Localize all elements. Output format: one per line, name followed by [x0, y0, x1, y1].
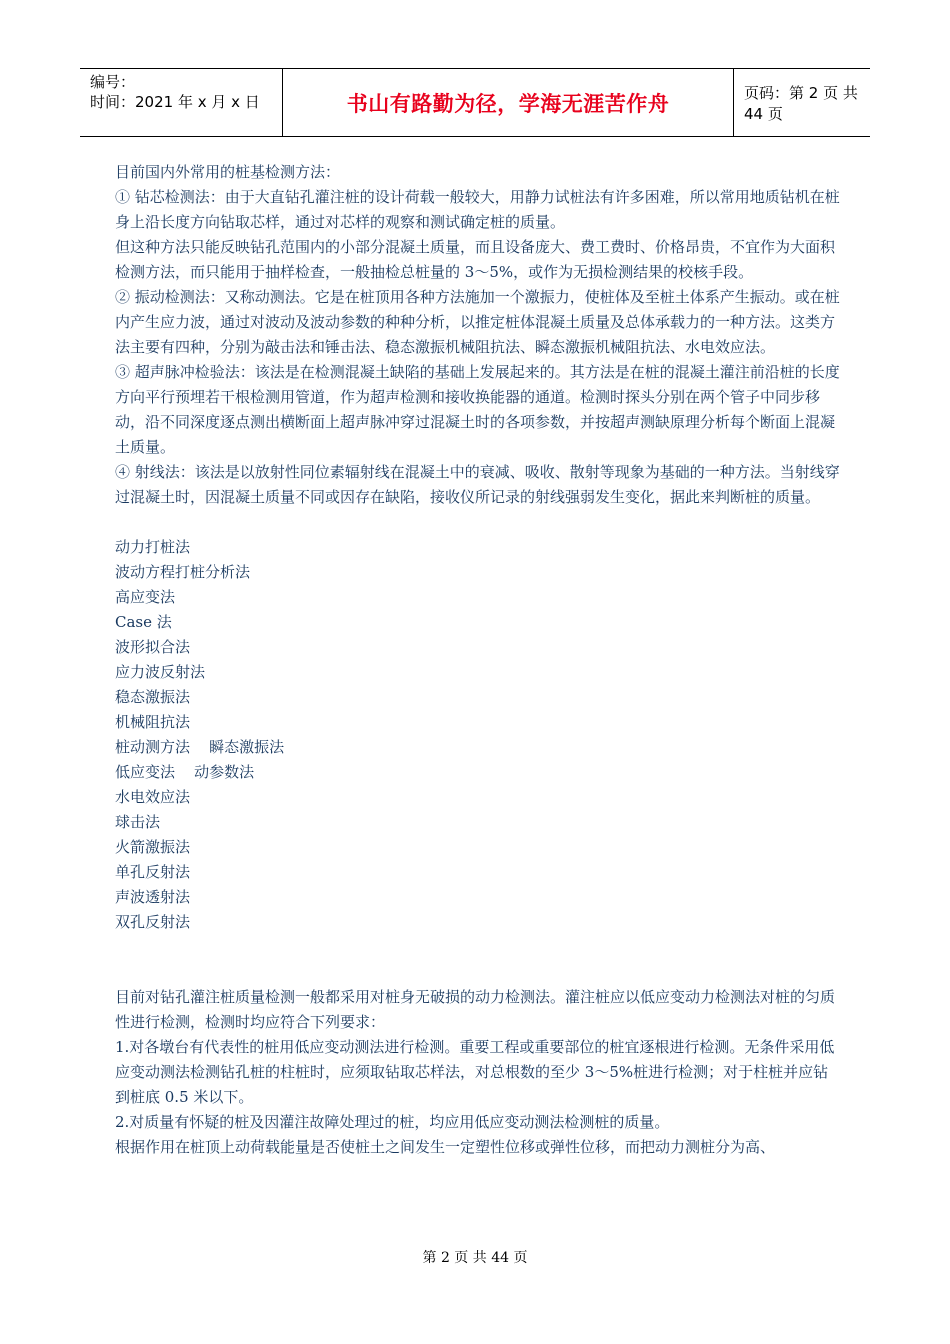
header-page-info: 页码：第 2 页 共 44 页: [744, 83, 858, 123]
paragraph-vibration-method: ② 振动检测法：又称动测法。它是在桩顶用各种方法施加一个激振力，使桩体及至桩土体系产生振动。或在桩内产生应力波，通过对波动及波动参数的种种分析，以推定桩体混凝土质量及总体承载力的一种方法。这类方法主要有四种，分别为敲击法和锤击法、稳态激振机械阻抗法、瞬态激振机械阻抗法、水电效应法。: [115, 288, 840, 356]
list-item: 低应变法 动参数法: [115, 763, 255, 781]
list-item: Case 法: [115, 613, 172, 631]
list-item: 单孔反射法: [115, 863, 191, 881]
paragraph-requirement-1: 1.对各墩台有代表性的桩用低应变动测法进行检测。重要工程或重要部位的桩宜逐根进行检测。无条件采用低应变动测法检测钻孔桩的柱桩时，应须取钻取芯样法，对总根数的至少 3～5%桩进行检测；对于柱桩并应钻到桩底 0.5 米以下。: [115, 1038, 835, 1106]
list-item: 稳态激振法: [115, 688, 191, 706]
list-item: 波形拟合法: [115, 638, 191, 656]
list-item: 双孔反射法: [115, 913, 191, 931]
list-item: 动力打桩法: [115, 538, 191, 556]
document-number-label: 编号：: [90, 73, 136, 91]
methods-list: [115, 535, 840, 935]
document-date: 时间：2021 年 x 月 x 日: [90, 93, 260, 111]
list-item: 应力波反射法: [115, 663, 206, 681]
document-body: [115, 160, 840, 1160]
section-intro: 目前国内外常用的桩基检测方法：: [115, 163, 341, 181]
list-item: 水电效应法: [115, 788, 191, 806]
list-item: 声波透射法: [115, 888, 191, 906]
paragraph-ultrasonic-method: ③ 超声脉冲检验法：该法是在检测混凝土缺陷的基础上发展起来的。其方法是在桩的混凝土灌注前沿桩的长度方向平行预埋若干根检测用管道，作为超声检测和接收换能器的通道。检测时探头分别在两个管子中同步移动，沿不同深度逐点测出横断面上超声脉冲穿过混凝土时的各项参数，并按超声测缺原理分析每个断面上混凝土质量。: [115, 363, 840, 456]
paragraph-core-drilling-limits: 但这种方法只能反映钻孔范围内的小部分混凝土质量，而且设备庞大、费工费时、价格昂贵，不宜作为大面积检测方法，而只能用于抽样检查，一般抽检总桩量的 3～5%，或作为无损检测结果的校核手段。: [115, 238, 836, 281]
list-item: 机械阻抗法: [115, 713, 191, 731]
header-motto: 书山有路勤为径，学海无涯苦作舟: [282, 69, 734, 136]
spacer: [115, 935, 840, 985]
list-item: 高应变法: [115, 588, 176, 606]
list-item: 桩动测方法 瞬态激振法: [115, 738, 285, 756]
paragraph-radiography-method: ④ 射线法：该法是以放射性同位素辐射线在混凝土中的衰减、吸收、散射等现象为基础的一种方法。当射线穿过混凝土时，因混凝土质量不同或因存在缺陷，接收仪所记录的射线强弱发生变化，据此来判断桩的质量。: [115, 463, 840, 506]
paragraph-core-drilling: ① 钻芯检测法：由于大直钻孔灌注桩的设计荷载一般较大，用静力试桩法有许多困难，所以常用地质钻机在桩身上沿长度方向钻取芯样，通过对芯样的观察和测试确定桩的质量。: [115, 188, 840, 231]
page-header: [80, 68, 870, 137]
list-item: 火箭激振法: [115, 838, 191, 856]
paragraph-dynamic-testing-intro: 目前对钻孔灌注桩质量检测一般都采用对桩身无破损的动力检测法。灌注桩应以低应变动力检测法对桩的匀质性进行检测，检测时均应符合下列要求：: [115, 988, 836, 1031]
paragraph-classification: 根据作用在桩顶上动荷载能量是否使桩土之间发生一定塑性位移或弹性位移，而把动力测桩分为高、: [115, 1138, 776, 1156]
list-item: 波动方程打桩分析法: [115, 563, 251, 581]
spacer: [115, 510, 840, 535]
header-meta: [80, 69, 282, 136]
paragraph-requirement-2: 2.对质量有怀疑的桩及因灌注故障处理过的桩，均应用低应变动测法检测桩的质量。: [115, 1113, 670, 1131]
page-footer: 第 2 页 共 44 页: [422, 1250, 528, 1266]
list-item: 球击法: [115, 813, 161, 831]
